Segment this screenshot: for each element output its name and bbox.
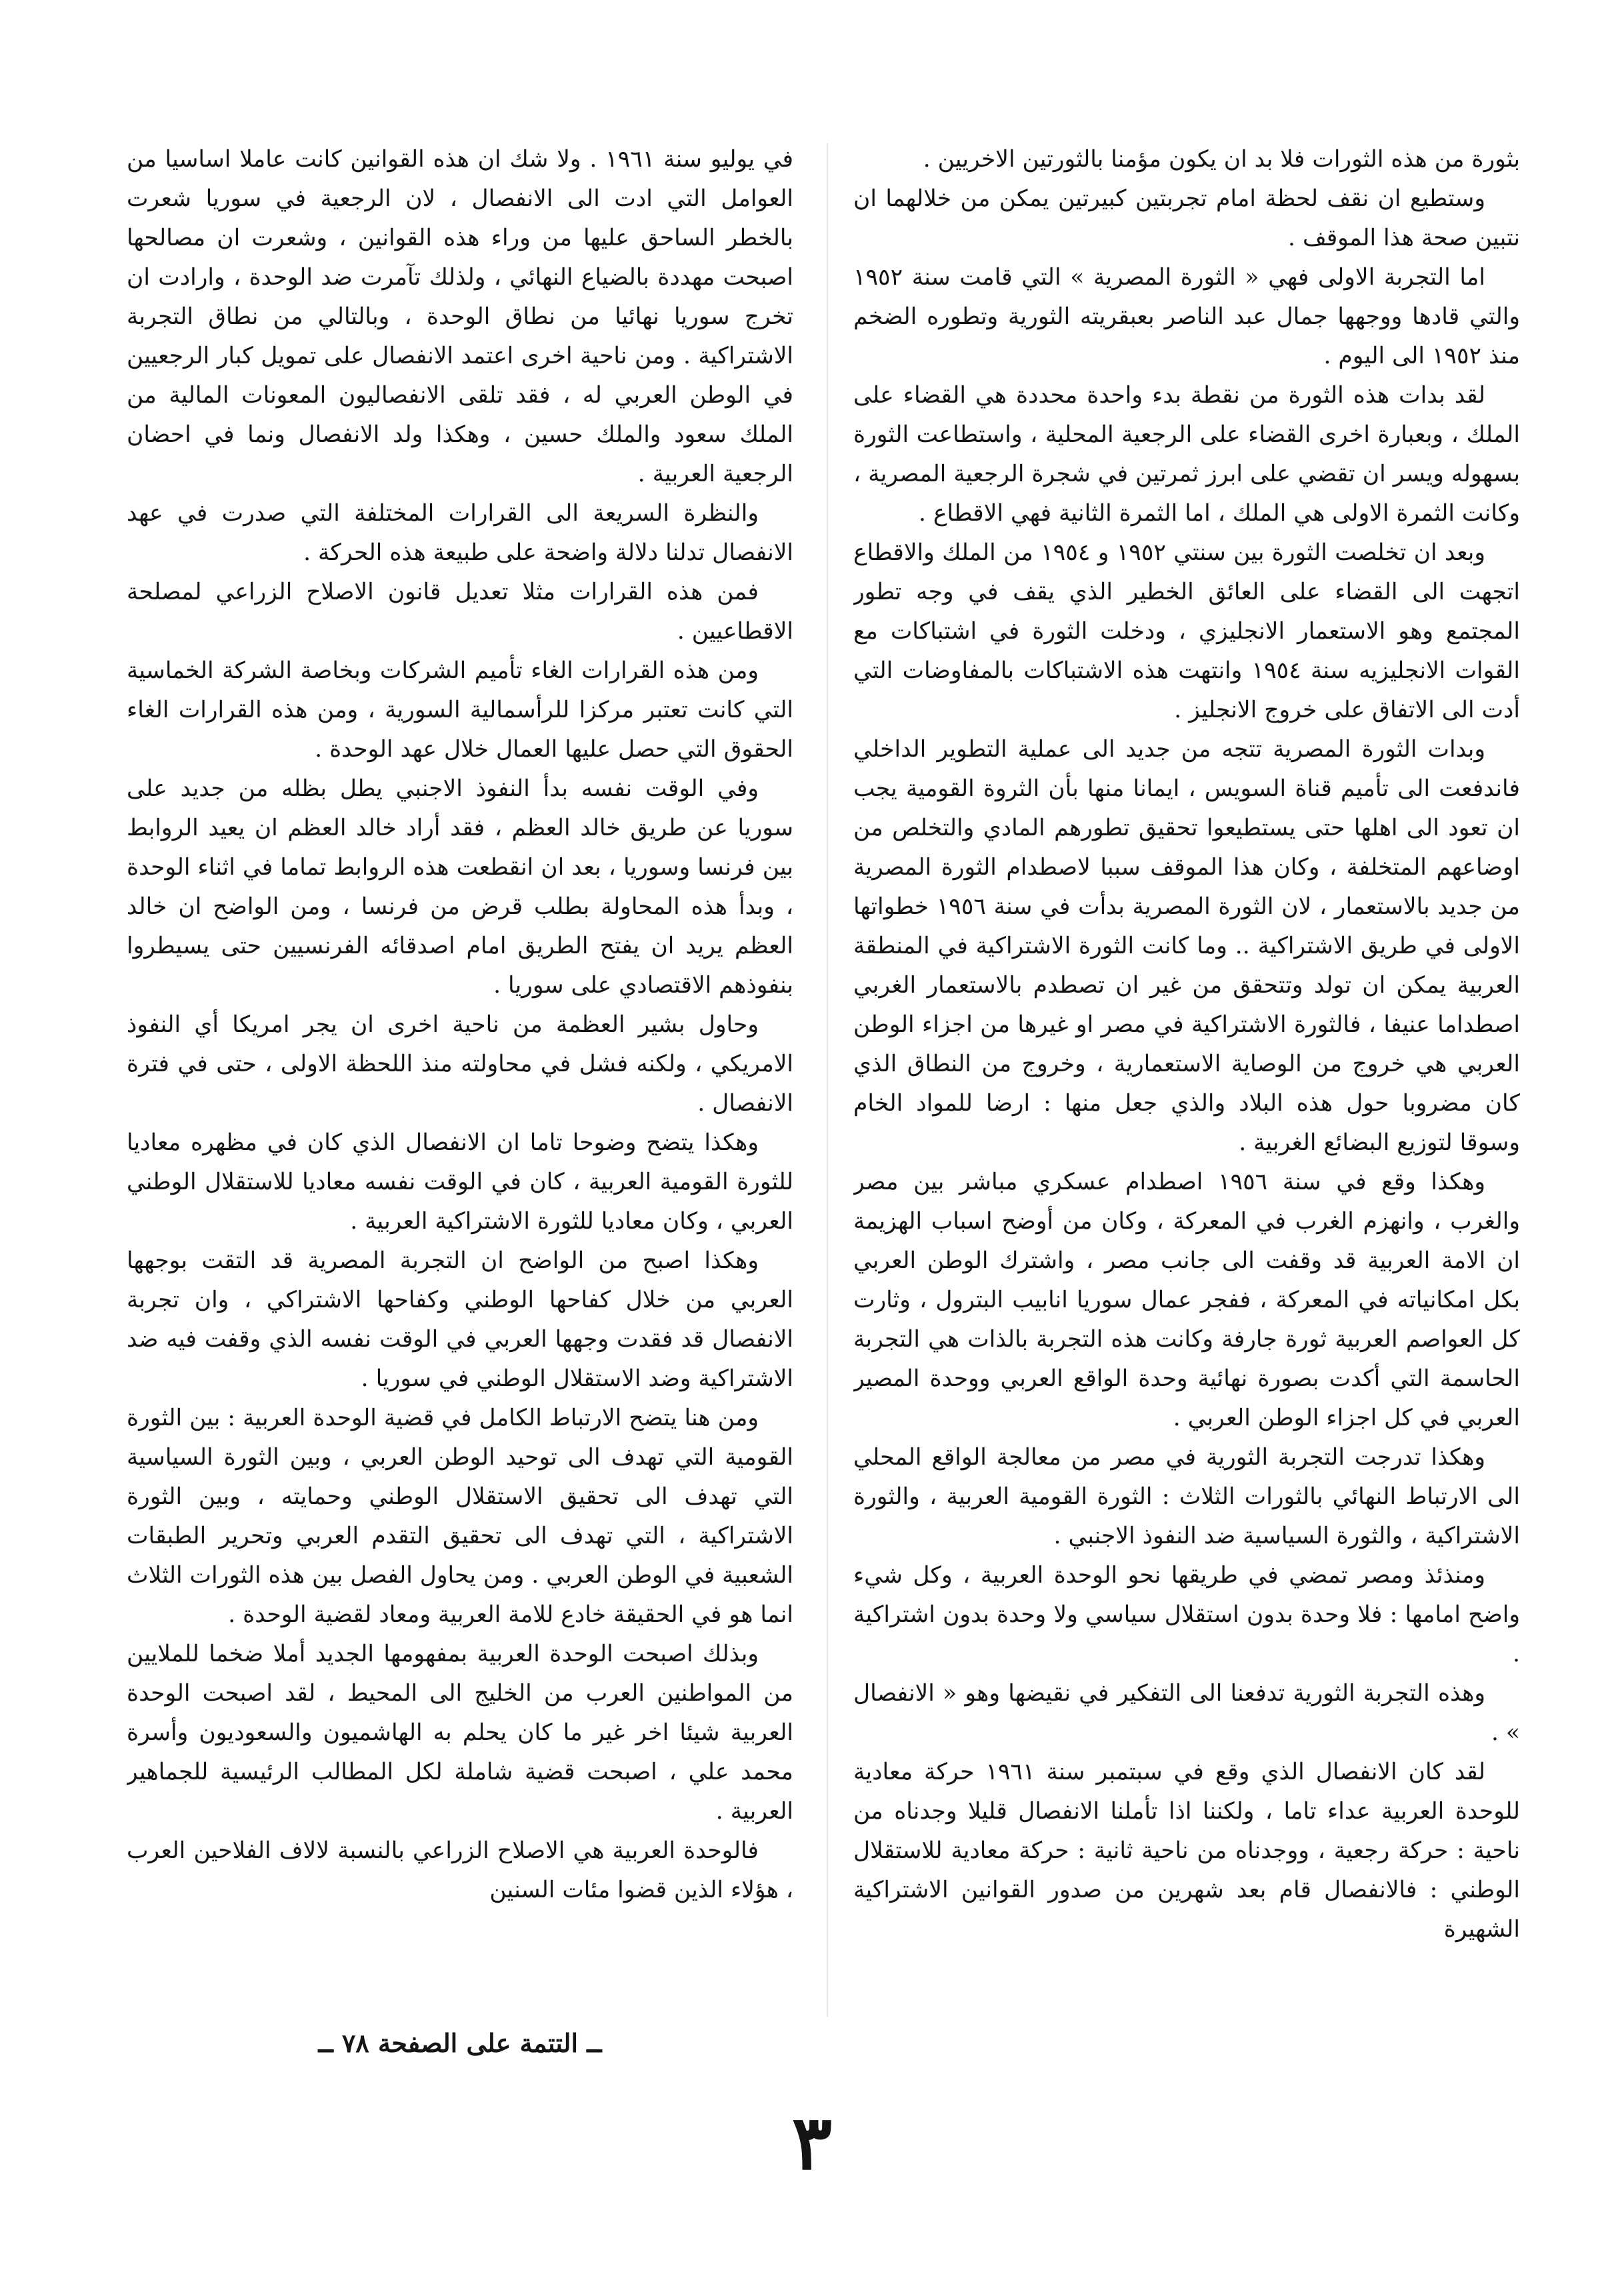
paragraph: ومنذئذ ومصر تمضي في طريقها نحو الوحدة العربية ، وكل شيء واضح امامها : فلا وحدة بدون استقلال سياسي ولا وحدة بدون اشتراكية . xyxy=(853,1562,1520,1667)
paragraph: وهذه التجربة الثورية تدفعنا الى التفكير في نقيضها وهو « الانفصال » . xyxy=(853,1680,1520,1746)
paragraph: لقد بدات هذه الثورة من نقطة بدء واحدة محددة هي القضاء على الملك ، وبعبارة اخرى القضاء على الرجعية المحلية ، واستطاعت الثورة بسهوله ويسر ان تقضي على ابرز ثمرتين في شجرة الرجعية المصرية ، وكانت الثمرة الاولى هي الملك ، اما الثمرة الثانية فهي الاقطاع . xyxy=(853,382,1520,527)
paragraph: وهكذا يتضح وضوحا تاما ان الانفصال الذي كان في مظهره معاديا للثورة القومية العربية ، كان في الوقت نفسه معاديا للاستقلال الوطني العربي ، وكان معاديا للثورة الاشتراكية العربية . xyxy=(127,1129,793,1235)
paragraph: وفي الوقت نفسه بدأ النفوذ الاجنبي يطل بظله من جديد على سوريا عن طريق خالد العظم ، فقد أراد خالد العظم ان يعيد الروابط بين فرنسا وسوريا ، بعد ان انقطعت هذه الروابط تماما في اثناء الوحدة ، وبدأ هذه المحاولة بطلب قرض من فرنسا ، ومن الواضح ان خالد العظم يريد ان يفتح الطريق امام اصدقائه الفرنسيين حتى يسيطروا بنفوذهم الاقتصادي على سوريا . xyxy=(127,775,793,999)
paragraph: وحاول بشير العظمة من ناحية اخرى ان يجر امريكا أي النفوذ الامريكي ، ولكنه فشل في محاولته منذ اللحظة الاولى ، حتى في فترة الانفصال . xyxy=(127,1011,793,1117)
paragraph: لقد كان الانفصال الذي وقع في سبتمبر سنة ١٩٦١ حركة معادية للوحدة العربية عداء تاما ، ولكننا اذا تأملنا الانفصال قليلا وجدناه من ناحية : حركة رجعية ، ووجدناه من ناحية ثانية : حركة معادية للاستقلال الوطني : فالانفصال قام بعد شهرين من صدور القوانين الاشتراكية الشهيرة xyxy=(853,1759,1520,1943)
paragraph: اما التجربة الاولى فهي « الثورة المصرية » التي قامت سنة ١٩٥٢ والتي قادها ووجهها جمال عبد الناصر بعبقريته الثورية وتطوره الضخم منذ ١٩٥٢ الى اليوم . xyxy=(853,264,1520,369)
paragraph: فمن هذه القرارات مثلا تعديل قانون الاصلاح الزراعي لمصلحة الاقطاعيين . xyxy=(127,579,793,645)
paragraph: وستطيع ان نقف لحظة امام تجربتين كبيرتين يمكن من خلالهما ان نتبين صحة هذا الموقف . xyxy=(853,185,1520,251)
page-number: ٣ xyxy=(791,2099,833,2187)
paragraph: بثورة من هذه الثورات فلا بد ان يكون مؤمنا بالثورتين الاخريين . xyxy=(923,146,1520,173)
paragraph: ومن هنا يتضح الارتباط الكامل في قضية الوحدة العربية : بين الثورة القومية التي تهدف الى توحيد الوطن العربي ، وبين الثورة السياسية التي تهدف الى تحقيق الاستقلال الوطني وحمايته ، وبين الثورة الاشتراكية ، التي تهدف الى تحقيق التقدم العربي وتحرير الطبقات الشعبية في الوطن العربي . ومن يحاول الفصل بين هذه الثورات الثلاث انما هو في الحقيقة خادع للامة العربية ومعاد لقضية الوحدة . xyxy=(127,1405,793,1628)
paragraph: وهكذا اصبح من الواضح ان التجربة المصرية قد التقت بوجهها العربي من خلال كفاحها الوطني وكفاحها الاشتراكي ، وان تجربة الانفصال قد فقدت وجهها العربي في الوقت نفسه الذي وقفت فيه ضد الاشتراكية وضد الاستقلال الوطني في سوريا . xyxy=(127,1247,793,1392)
continuation-note: ــ التتمة على الصفحة ٧٨ ــ xyxy=(318,2028,602,2058)
paragraph: وبعد ان تخلصت الثورة بين سنتي ١٩٥٢ و ١٩٥٤ من الملك والاقطاع اتجهت الى القضاء على العائق الخطير الذي يقف في وجه تطور المجتمع وهو الاستعمار الانجليزي ، ودخلت الثورة في اشتباكات مع القوات الانجليزيه سنة ١٩٥٤ وانتهت هذه الاشتباكات بالمفاوضات التي أدت الى الاتفاق على خروج الانجليز . xyxy=(853,539,1520,723)
paragraph: وهكذا تدرجت التجربة الثورية في مصر من معالجة الواقع المحلي الى الارتباط النهائي بالثورات الثلاث : الثورة القومية العربية ، والثورة الاشتراكية ، والثورة السياسية ضد النفوذ الاجنبي . xyxy=(853,1444,1520,1549)
paragraph: ومن هذه القرارات الغاء تأميم الشركات وبخاصة الشركة الخماسية التي كانت تعتبر مركزا للرأسمالية السورية ، ومن هذه القرارات الغاء الحقوق التي حصل عليها العمال خلال عهد الوحدة . xyxy=(127,657,793,763)
paragraph: وبدات الثورة المصرية تتجه من جديد الى عملية التطوير الداخلي فاندفعت الى تأميم قناة السويس ، ايمانا منها بأن الثروة القومية يجب ان تعود الى اهلها حتى يستطيعوا تحقيق تطورهم المادي والتخلص من اوضاعهم المتخلفة ، وكان هذا الموقف سببا لاصطدام الثورة المصرية من جديد بالاستعمار ، لان الثورة المصرية بدأت في سنة ١٩٥٦ خطواتها الاولى في طريق الاشتراكية .. وما كانت الثورة الاشتراكية في المنطقة العربية يمكن ان تولد وتتحقق من غير ان تصطدم بالاستعمار الغربي اصطداما عنيفا ، فالثورة الاشتراكية في مصر او غيرها من اجزاء الوطن العربي هي خروج من الوصاية الاستعمارية ، وخروج من النطاق الذي كان مضروبا حول هذه البلاد والذي جعل منها : ارضا للمواد الخام وسوقا لتوزيع البضائع الغربية . xyxy=(853,736,1520,1156)
paragraph: وهكذا وقع في سنة ١٩٥٦ اصطدام عسكري مباشر بين مصر والغرب ، وانهزم الغرب في المعركة ، وكان من أوضح اسباب الهزيمة ان الامة العربية قد وقفت الى جانب مصر ، واشترك الوطن العربي بكل امكانياته في المعركة ، ففجر عمال سوريا انابيب البترول ، وثارت كل العواصم العربية ثورة جارفة وكانت هذه التجربة بالذات هي التجربة الحاسمة التي أكدت بصورة نهائية وحدة الواقع العربي ووحدة المصير العربي في كل اجزاء الوطن العربي . xyxy=(853,1169,1520,1431)
paragraph: فالوحدة العربية هي الاصلاح الزراعي بالنسبة لالاف الفلاحين العرب ، هؤلاء الذين قضوا مئات السنين xyxy=(127,1837,793,1903)
paragraph: في يوليو سنة ١٩٦١ . ولا شك ان هذه القوانين كانت عاملا اساسيا من العوامل التي ادت الى الانفصال ، لان الرجعية في سوريا شعرت بالخطر الساحق عليها من وراء هذه القوانين ، وشعرت ان مصالحها اصبحت مهددة بالضياع النهائي ، ولذلك تآمرت ضد الوحدة ، وارادت ان تخرج سوريا نهائيا من نطاق الوحدة ، وبالتالي من نطاق التجربة الاشتراكية . ومن ناحية اخرى اعتمد الانفصال على تمويل كبار الرجعيين في الوطن العربي له ، فقد تلقى الانفصاليون المعونات المالية من الملك سعود والملك حسين ، وهكذا ولد الانفصال ونما في احضان الرجعية العربية . xyxy=(127,146,793,487)
paragraph: والنظرة السريعة الى القرارات المختلفة التي صدرت في عهد الانفصال تدلنا دلالة واضحة على طبيعة هذه الحركة . xyxy=(127,500,793,566)
article-column-right xyxy=(853,140,1520,2073)
paragraph: وبذلك اصبحت الوحدة العربية بمفهومها الجديد أملا ضخما للملايين من المواطنين العرب من الخليج الى المحيط ، لقد اصبحت الوحدة العربية شيئا اخر غير ما كان يحلم به الهاشميون والسعوديون وأسرة محمد علي ، اصبحت قضية شاملة لكل المطالب الرئيسية للجماهير العربية . xyxy=(127,1641,793,1825)
article-column-left xyxy=(127,140,793,2073)
column-divider xyxy=(827,143,828,2017)
